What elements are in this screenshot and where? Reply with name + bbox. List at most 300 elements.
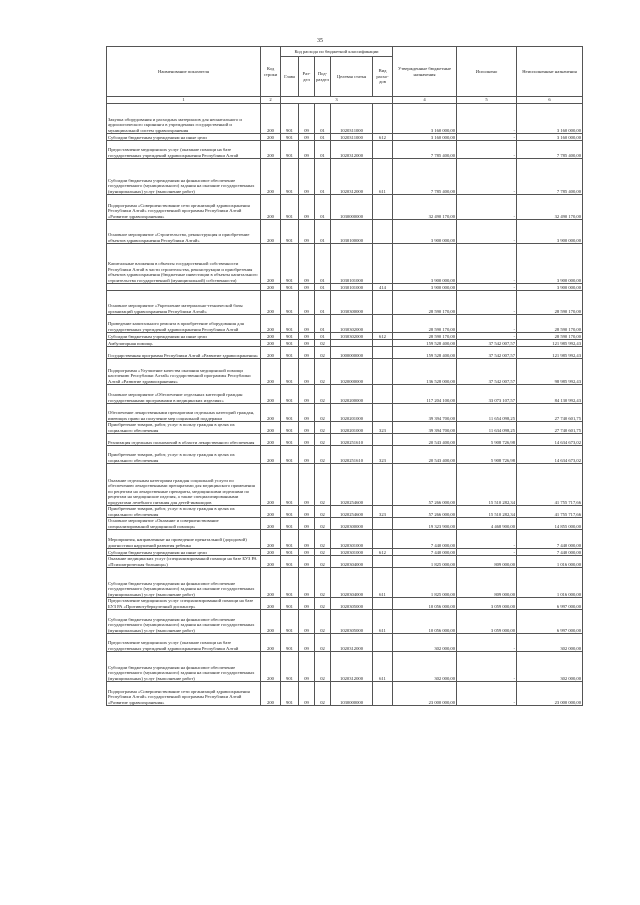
row-unexecuted: 23 000 000,00 [517,682,583,706]
row-vid: 611 [373,610,393,634]
row-executed: - [457,134,517,141]
row-vid: 323 [373,446,393,464]
row-line-code: 200 [261,340,281,347]
row-executed: 809 000,00 [457,568,517,598]
row-glava: 901 [281,506,299,518]
row-line-code: 200 [261,549,281,556]
row-razdel: 09 [299,634,315,652]
row-line-code: 200 [261,385,281,404]
row-razdel: 09 [299,682,315,706]
row-executed: 37 542 007,57 [457,340,517,347]
header-executed: Исполнено [457,47,517,97]
row-unexecuted: 27 740 601,75 [517,422,583,434]
row-line-code: 200 [261,220,281,244]
row-glava: 901 [281,556,299,568]
row-vid: 323 [373,422,393,434]
row-vid: 414 [373,284,393,291]
row-razdel: 09 [299,359,315,385]
table-row [107,556,583,568]
row-approved: 159 528 400,00 [393,347,457,359]
row-glava: 901 [281,141,299,159]
row-glava: 901 [281,446,299,464]
row-vid [373,682,393,706]
row-vid [373,104,393,134]
row-razdel: 09 [299,333,315,340]
table-row [107,568,583,598]
row-executed: 15 510 282,34 [457,464,517,506]
row-approved: 39 394 700,00 [393,404,457,422]
row-approved: 7 785 400,00 [393,141,457,159]
row-razdel: 09 [299,220,315,244]
row-razdel: 09 [299,518,315,530]
header-vid: Вид расхо-дов [373,57,393,97]
row-glava: 901 [281,284,299,291]
table-row [107,315,583,333]
table-row [107,446,583,464]
row-line-code: 200 [261,195,281,220]
row-approved: 10 056 000,00 [393,610,457,634]
row-target: 1030100000 [331,220,373,244]
row-line-code: 200 [261,506,281,518]
table-row [107,244,583,284]
row-target: 1030101000 [331,284,373,291]
row-vid [373,141,393,159]
row-target: 1030000000 [331,195,373,220]
table-row [107,141,583,159]
row-approved: 302 000,00 [393,652,457,682]
row-approved: 23 000 000,00 [393,682,457,706]
row-name: Подпрограмма «Улучшение качества оказания медицинской помощи населению Республики Алтай» государственной программы Республики Алтай «Развитие здравоохранения» [107,359,261,385]
header-approved: Утвержденные бюджетные назначения [393,47,457,97]
row-unexecuted: 28 590 170,00 [517,291,583,315]
row-executed: - [457,159,517,195]
row-razdel: 09 [299,530,315,549]
row-name: Амбулаторная помощь [107,340,261,347]
row-name: Обеспечение лекарственными препаратами отдельных категорий граждан, имеющих право на получение мер социальной поддержки [107,404,261,422]
row-podrazdel: 02 [315,652,331,682]
row-name: Капитальные вложения в объекты государственной собственности Республики Алтай в части строительства, реконструкции и приобретения объектов здравоохранения (бюджетные инвестиции в объекты капитального строительства государственной (муниципальной) собственности) [107,244,261,284]
row-glava: 901 [281,634,299,652]
row-vid: 323 [373,506,393,518]
row-target: 1020301000 [331,530,373,549]
row-line-code: 200 [261,634,281,652]
row-approved: 117 204 100,00 [393,385,457,404]
row-podrazdel: 01 [315,195,331,220]
column-number: 1 [107,97,261,104]
row-glava: 901 [281,404,299,422]
column-number: 3 [281,97,393,104]
row-razdel: 09 [299,556,315,568]
row-target: 1020000000 [331,359,373,385]
row-razdel: 09 [299,315,315,333]
row-name [107,284,261,291]
row-razdel: 09 [299,549,315,556]
row-vid [373,244,393,284]
row-approved: 10 056 000,00 [393,598,457,610]
row-name: Государственная программа Республики Алтай «Развитие здравоохранения» [107,347,261,359]
row-approved: 1 825 000,00 [393,568,457,598]
row-razdel: 09 [299,464,315,506]
row-target: 1020312000 [331,634,373,652]
row-unexecuted: 3 900 000,00 [517,244,583,284]
row-name: Субсидии бюджетным учреждениям на иные цели [107,333,261,340]
row-podrazdel: 01 [315,244,331,284]
row-podrazdel: 01 [315,220,331,244]
row-unexecuted: 3 900 000,00 [517,220,583,244]
row-target: 1020254600 [331,506,373,518]
row-line-code: 200 [261,104,281,134]
row-glava: 901 [281,333,299,340]
row-glava: 901 [281,291,299,315]
row-unexecuted: 3 160 000,00 [517,134,583,141]
row-vid [373,291,393,315]
row-executed: - [457,315,517,333]
row-executed: - [457,141,517,159]
table-row [107,159,583,195]
row-target: 1020251610 [331,434,373,446]
table-row [107,464,583,506]
header-podrazdel: Под-раздел [315,57,331,97]
column-number-row [107,97,583,104]
row-name: Закупка оборудования и расходных материалов для неонатального и аудиологического скрининга в учреждениях государственной и муниципальной систем здравоохранения [107,104,261,134]
row-line-code: 200 [261,598,281,610]
row-unexecuted: 7 440 000,00 [517,530,583,549]
row-unexecuted: 7 785 400,00 [517,159,583,195]
row-vid [373,518,393,530]
row-razdel: 09 [299,568,315,598]
row-glava: 901 [281,340,299,347]
row-unexecuted: 84 130 992,43 [517,385,583,404]
row-glava: 901 [281,434,299,446]
row-line-code: 200 [261,359,281,385]
row-razdel: 09 [299,446,315,464]
row-executed: 37 542 007,57 [457,347,517,359]
row-glava: 901 [281,682,299,706]
row-razdel: 09 [299,347,315,359]
row-razdel: 09 [299,195,315,220]
row-line-code: 200 [261,422,281,434]
header-razdel: Раз-дел [299,57,315,97]
row-name: Приобретение товаров, работ, услуг в пользу граждан в целях их социального обеспечения [107,506,261,518]
row-target: 1020300000 [331,518,373,530]
row-podrazdel: 01 [315,284,331,291]
table-row [107,134,583,141]
row-approved: 7 440 000,00 [393,549,457,556]
row-target: 1030302000 [331,333,373,340]
row-podrazdel: 01 [315,159,331,195]
row-vid [373,434,393,446]
row-executed: 11 634 098,25 [457,422,517,434]
row-podrazdel: 02 [315,422,331,434]
header-unexecuted: Неисполненные назначения [517,47,583,97]
row-name: Субсидии бюджетным учреждениям на финансовое обеспечение государственного (муниципального) задания на оказание государственных (муниципальных) услуг (выполнение работ) [107,159,261,195]
row-executed: 3 059 000,00 [457,598,517,610]
row-vid: 611 [373,652,393,682]
row-vid [373,530,393,549]
table-row [107,333,583,340]
table-row [107,634,583,652]
row-razdel: 09 [299,159,315,195]
row-unexecuted: 6 997 000,00 [517,610,583,634]
row-vid: 612 [373,134,393,141]
header-target: Целевая статья [331,57,373,97]
row-vid [373,315,393,333]
row-glava: 901 [281,315,299,333]
row-podrazdel: 01 [315,134,331,141]
row-unexecuted: 121 985 992,43 [517,340,583,347]
row-executed: - [457,244,517,284]
table-row [107,610,583,634]
row-podrazdel: 02 [315,347,331,359]
row-glava: 901 [281,464,299,506]
row-podrazdel: 02 [315,556,331,568]
row-glava: 901 [281,610,299,634]
row-glava: 901 [281,220,299,244]
row-unexecuted: 28 590 170,00 [517,315,583,333]
row-razdel: 09 [299,104,315,134]
row-podrazdel: 01 [315,291,331,315]
row-target: 1030000000 [331,682,373,706]
row-razdel: 09 [299,652,315,682]
row-vid [373,347,393,359]
row-approved: 3 160 000,00 [393,134,457,141]
row-line-code: 200 [261,244,281,284]
row-approved: 28 590 170,00 [393,291,457,315]
row-line-code: 200 [261,556,281,568]
header-line-code: Код строки [261,47,281,97]
row-unexecuted: 3 160 000,00 [517,104,583,134]
row-name: Основное мероприятие «Оказание и совершенствование специализированной медицинской помощи» [107,518,261,530]
row-glava: 901 [281,104,299,134]
row-vid [373,195,393,220]
row-vid: 611 [373,568,393,598]
row-executed: 4 468 900,00 [457,518,517,530]
row-glava: 901 [281,244,299,284]
table-row [107,682,583,706]
row-vid [373,598,393,610]
row-podrazdel: 02 [315,446,331,464]
row-executed: - [457,291,517,315]
row-razdel: 09 [299,404,315,422]
row-target: 1020200000 [331,385,373,404]
table-row [107,506,583,518]
row-executed: - [457,333,517,340]
row-razdel: 09 [299,244,315,284]
row-vid: 612 [373,333,393,340]
row-podrazdel: 02 [315,434,331,446]
row-name: Основное мероприятие «Обеспечение отдельных категорий граждан государственными программами в медицинских изделиях» [107,385,261,404]
row-unexecuted: 6 997 000,00 [517,598,583,610]
row-line-code: 200 [261,464,281,506]
row-approved: 3 160 000,00 [393,104,457,134]
row-approved: 302 000,00 [393,634,457,652]
row-podrazdel: 02 [315,598,331,610]
row-name: Субсидии бюджетным учреждениям на иные цели [107,134,261,141]
row-unexecuted: 7 785 400,00 [517,141,583,159]
row-executed: 3 059 000,00 [457,610,517,634]
row-approved: 19 323 900,00 [393,518,457,530]
row-line-code: 200 [261,315,281,333]
row-executed: - [457,682,517,706]
row-unexecuted: 28 590 170,00 [517,333,583,340]
row-approved: 28 590 170,00 [393,315,457,333]
row-razdel: 09 [299,291,315,315]
row-target: 1020301000 [331,549,373,556]
row-unexecuted: 302 000,00 [517,634,583,652]
row-line-code: 200 [261,333,281,340]
row-line-code: 200 [261,134,281,141]
row-target: 1020311000 [331,104,373,134]
table-row [107,434,583,446]
budget-execution-table [106,46,583,706]
row-approved: 7 785 400,00 [393,159,457,195]
row-name: Подпрограмма «Совершенствование сети организаций здравоохранения Республики Алтай» государственной программы Республики Алтай «Развитие здравоохранения» [107,195,261,220]
table-row [107,359,583,385]
row-razdel: 09 [299,340,315,347]
row-target: 1020201000 [331,422,373,434]
row-name: Субсидии бюджетным учреждениям на финансовое обеспечение государственного (муниципального) задания на оказание государственных (муниципальных) услуг (выполнение работ) [107,610,261,634]
row-line-code: 200 [261,610,281,634]
row-approved: 1 825 000,00 [393,556,457,568]
row-vid: 612 [373,549,393,556]
row-razdel: 09 [299,598,315,610]
row-executed: - [457,652,517,682]
row-approved: 20 543 400,00 [393,446,457,464]
row-executed: 5 908 726,98 [457,434,517,446]
row-unexecuted: 32 490 170,00 [517,195,583,220]
row-name: Оказание медицинских услуг (специализированной помощи на базе БУЗ РА «Психиатрическая больница») [107,556,261,568]
row-glava: 901 [281,518,299,530]
row-approved: 20 543 400,00 [393,434,457,446]
row-razdel: 09 [299,434,315,446]
row-razdel: 09 [299,422,315,434]
row-unexecuted: 27 740 601,75 [517,404,583,422]
row-glava: 901 [281,652,299,682]
row-podrazdel: 02 [315,518,331,530]
row-line-code: 200 [261,518,281,530]
row-razdel: 09 [299,385,315,404]
row-executed: 11 654 098,25 [457,404,517,422]
row-executed: 15 510 282,34 [457,506,517,518]
row-podrazdel: 02 [315,359,331,385]
row-target: 1030101000 [331,244,373,284]
table-body [107,104,583,706]
row-executed: 37 542 007,57 [457,359,517,385]
row-glava: 901 [281,530,299,549]
row-name: Предоставление медицинских услуг (оказание помощи на базе государственных учреждений здравоохранения Республики Алтай [107,141,261,159]
row-executed: - [457,634,517,652]
row-name: Предоставление медицинских услуг (оказание помощи на базе государственных учреждений здравоохранения Республики Алтай [107,634,261,652]
row-unexecuted: 14 634 673,02 [517,434,583,446]
table-row [107,104,583,134]
row-line-code: 200 [261,434,281,446]
row-unexecuted: 14 855 000,00 [517,518,583,530]
row-glava: 901 [281,195,299,220]
row-podrazdel: 01 [315,141,331,159]
row-executed: - [457,549,517,556]
row-name: Субсидии бюджетным учреждениям на финансовое обеспечение государственного (муниципального) задания на оказание государственных (муниципальных) услуг (выполнение работ) [107,652,261,682]
row-glava: 901 [281,159,299,195]
row-unexecuted: 1 016 000,00 [517,568,583,598]
row-razdel: 09 [299,284,315,291]
row-name: Реализация отдельных полномочий в области лекарственного обеспечения [107,434,261,446]
row-line-code: 200 [261,568,281,598]
row-target: 1030302000 [331,315,373,333]
row-razdel: 09 [299,610,315,634]
column-number: 2 [261,97,281,104]
row-approved: 57 266 000,00 [393,464,457,506]
row-name: Приобретение товаров, работ, услуг в пользу граждан в целях их социального обеспечения [107,446,261,464]
row-podrazdel: 02 [315,530,331,549]
row-name: Подпрограмма «Совершенствование сети организаций здравоохранения Республики Алтай» государственной программы Республики Алтай «Развитие здравоохранения» [107,682,261,706]
row-executed: - [457,530,517,549]
table-row [107,422,583,434]
table-row [107,530,583,549]
column-number: 5 [457,97,517,104]
row-glava: 901 [281,385,299,404]
header-glava: Глава [281,57,299,97]
row-unexecuted: 121 985 992,43 [517,347,583,359]
row-unexecuted: 3 900 000,00 [517,284,583,291]
row-approved: 32 490 170,00 [393,195,457,220]
row-name: Приобретение товаров, работ, услуг в пользу граждан в целях их социального обеспечения [107,422,261,434]
row-approved: 28 590 170,00 [393,333,457,340]
row-approved: 39 394 700,00 [393,422,457,434]
row-target: 1020311000 [331,134,373,141]
row-glava: 901 [281,347,299,359]
row-line-code: 200 [261,291,281,315]
page-number: 35 [317,38,323,44]
row-unexecuted: 41 755 717,66 [517,464,583,506]
row-vid [373,359,393,385]
row-vid [373,385,393,404]
row-vid [373,404,393,422]
row-podrazdel: 02 [315,385,331,404]
table-row [107,220,583,244]
row-line-code: 200 [261,284,281,291]
table-row [107,195,583,220]
row-approved: 3 900 000,00 [393,244,457,284]
row-vid [373,340,393,347]
row-name: Оказание отдельным категориям граждан социальной услуги по обеспечению лекарственными препаратами для медицинского применения по рецептам на лекарственные препараты, медицинскими изделиями по рецептам на медицинские изделия, а также специализированными продуктами лечебного питания для детей-инвалидов [107,464,261,506]
row-podrazdel: 01 [315,315,331,333]
row-vid [373,634,393,652]
row-unexecuted: 7 440 000,00 [517,549,583,556]
row-razdel: 09 [299,141,315,159]
row-podrazdel: 02 [315,506,331,518]
row-executed: 5 908 726,98 [457,446,517,464]
row-target: 1020312000 [331,159,373,195]
header-name: Наименование показателя [107,47,261,97]
row-line-code: 200 [261,347,281,359]
row-name: Мероприятия, направленные на проведение пренатальной (дородовой) диагностики нарушений развития ребенка [107,530,261,549]
table-row [107,347,583,359]
table-row [107,291,583,315]
row-glava: 901 [281,598,299,610]
row-podrazdel: 01 [315,333,331,340]
row-executed: - [457,284,517,291]
row-target: 1020251610 [331,446,373,464]
row-podrazdel: 02 [315,404,331,422]
row-glava: 901 [281,134,299,141]
row-unexecuted: 14 634 673,02 [517,446,583,464]
row-target: 1020305000 [331,610,373,634]
column-number: 6 [517,97,583,104]
table-row [107,652,583,682]
row-glava: 901 [281,568,299,598]
row-vid [373,464,393,506]
table-row [107,340,583,347]
